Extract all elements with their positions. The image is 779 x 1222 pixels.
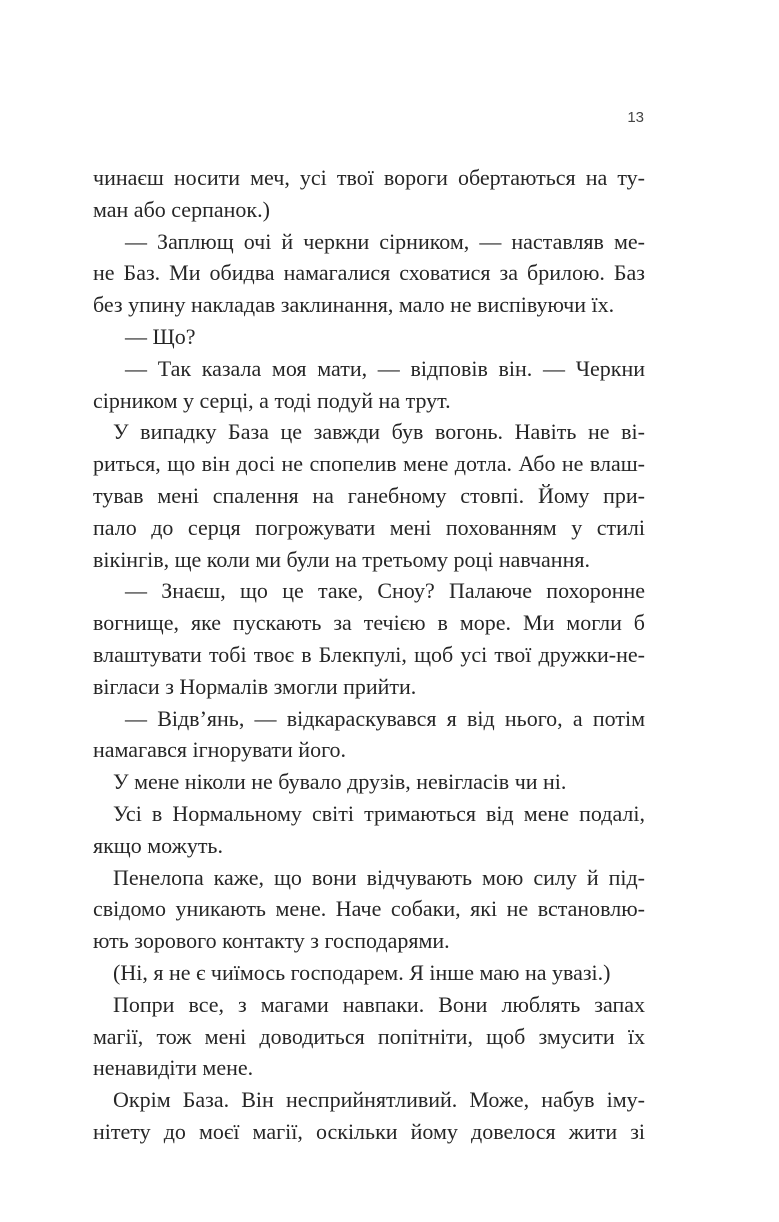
text-line: — Знаєш, що це таке, Сноу? Палаюче похоронне [125, 578, 645, 604]
text-line: сірником у серці, а тоді подуй на трут. [93, 387, 451, 413]
text-line: (Ні, я не є чиїмось господарем. Я інше маю на увазі.) [113, 959, 611, 985]
text-line: вікінгів, ще коли ми були на третьому році навчання. [93, 546, 590, 572]
text-line: влаштувати тобі твоє в Блекпулі, щоб усі твої дружки-не- [93, 641, 645, 667]
text-line: ман або серпанок.) [93, 196, 270, 222]
text-line: Попри все, з магами навпаки. Вони люблять запах [113, 991, 645, 1017]
text-line: ють зорового контакту з господарями. [93, 928, 450, 954]
text-line: свідомо уникають мене. Наче собаки, які не встановлю- [93, 896, 645, 922]
text-line: нітету до моєї магії, оскільки йому довелося жити зі [93, 1118, 645, 1144]
text-line: — Що? [125, 323, 196, 349]
text-line: вігласи з Нормалів змогли прийти. [93, 673, 417, 699]
text-line: чинаєш носити меч, усі твої вороги обертаються на ту- [93, 165, 645, 190]
text-line: Пенелопа каже, що вони відчувають мою силу й під- [113, 864, 645, 890]
text-line: — Відв’янь, — відкараскувався я від нього, а потім [125, 705, 645, 731]
text-line: намагався ігнорувати його. [93, 737, 347, 763]
text-line: пало до серця погрожувати мені похованням у стилі [93, 514, 645, 540]
text-line: риться, що він досі не спопелив мене дотла. Або не влаш- [93, 451, 645, 477]
text-line: тував мені спалення на ганебному стовпі. Йому при- [93, 482, 645, 508]
text-line: вогнище, яке пускають за течією в море. Ми могли б [93, 610, 645, 636]
text-line: не Баз. Ми обидва намагалися сховатися за брилою. Баз [93, 260, 645, 286]
text-line: — Заплющ очі й черкни сірником, — наставляв ме- [125, 228, 645, 254]
text-line: без упину накладав заклинання, мало не виспівуючи їх. [93, 292, 615, 318]
text-line: Окрім База. Він несприйнятливий. Може, набув іму- [113, 1087, 645, 1113]
text-line: магії, тож мені доводиться попітніти, щоб змусити їх [93, 1023, 645, 1049]
text-line: ненавидіти мене. [93, 1055, 254, 1081]
text-line: У мене ніколи не бувало друзів, невігласів чи ні. [113, 769, 567, 795]
text-line: — Так казала моя мати, — відповів він. — Черкни [125, 355, 645, 381]
page-number: 13 [627, 109, 644, 126]
text-line: Усі в Нормальному світі тримаються від мене подалі, [113, 800, 645, 826]
page-body-text [93, 162, 645, 1148]
text-line: якщо можуть. [93, 832, 223, 858]
text-line: У випадку База це завжди був вогонь. Навіть не ві- [113, 419, 645, 445]
